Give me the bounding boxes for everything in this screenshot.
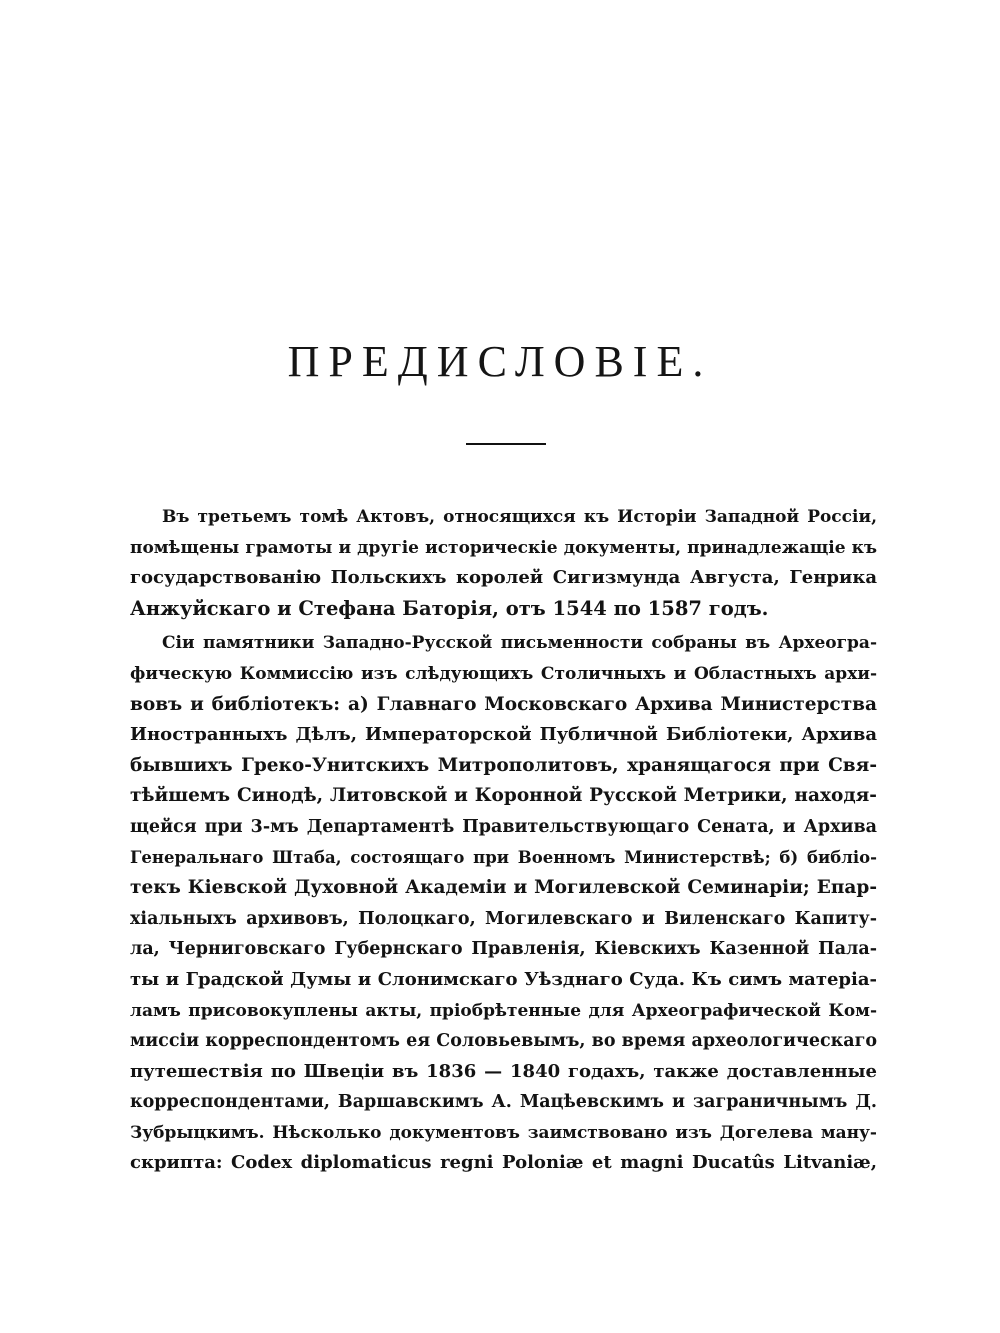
text-line: фическую Коммиссію изъ слѣдующихъ Столичныхъ и Областныхъ архи- — [130, 663, 877, 684]
text-line: путешествія по Швеціи въ 1836 — 1840 годахъ, также доставленные — [130, 1060, 877, 1082]
text-line: вовъ и библіотекъ: а) Главнаго Московскаго Архива Министерства — [130, 693, 877, 715]
text-line: Въ третьемъ томѣ Актовъ, относящихся къ Исторіи Западной Россіи, — [162, 507, 877, 527]
text-line: Иностранныхъ Дѣлъ, Императорской Публичной Библіотеки, Архива — [130, 724, 877, 746]
text-line: помѣщены грамоты и другіе историческіе документы, принадлежащіе къ — [130, 537, 877, 558]
paragraph-2 — [130, 628, 877, 1179]
text-line: бывшихъ Греко-Унитскихъ Митрополитовъ, хранящагося при Свя- — [130, 754, 877, 776]
text-line: ты и Градской Думы и Слонимскаго Уѣзднаго Суда. Къ симъ матеріа- — [130, 968, 877, 990]
page-title: ПРЕДИСЛОВІЕ. — [287, 337, 713, 386]
text-line: хіальныхъ архивовъ, Полоцкаго, Могилевскаго и Виленскаго Капиту- — [130, 908, 877, 929]
text-line: текъ Кіевской Духовной Академіи и Могилевской Семинаріи; Епар- — [130, 877, 877, 899]
paragraph-1 — [130, 502, 877, 624]
text-line: скрипта: Codex diplomaticus regni Poloniæ et magni Ducatûs Litvaniæ, — [130, 1152, 877, 1174]
text-line: Сіи памятники Западно-Русской письменности собраны въ Археогра- — [162, 633, 877, 654]
text-line: тѣйшемъ Синодѣ, Литовской и Коронной Русской Метрики, находя- — [130, 785, 877, 807]
text-line: корреспондентами, Варшавскимъ А. Мацѣевскимъ и заграничнымъ Д. — [130, 1092, 877, 1113]
text-line: ла, Черниговскаго Губернскаго Правленія, Кіевскихъ Казенной Пала- — [130, 939, 877, 960]
text-line: Зубрыцкимъ. Нѣсколько документовъ заимствовано изъ Догелева ману- — [130, 1122, 877, 1143]
text-line: государствованію Польскихъ королей Сигизмунда Августа, Генрика — [130, 567, 877, 589]
text-line: миссіи корреспондентомъ ея Соловьевымъ, во время археологическаго — [130, 1031, 877, 1052]
text-line: Анжуйскаго и Стефана Баторія, отъ 1544 по 1587 годъ. — [130, 596, 769, 620]
text-line: щейся при 3-мъ Департаментѣ Правительствующаго Сената, и Архива — [130, 816, 877, 837]
title-divider — [466, 443, 546, 445]
body-text — [130, 502, 877, 1179]
text-line: Генеральнаго Штаба, состоящаго при Военномъ Министерствѣ; б) библіо- — [130, 847, 877, 867]
text-line: ламъ присовокуплены акты, пріобрѣтенные для Археографической Ком- — [130, 1000, 877, 1021]
